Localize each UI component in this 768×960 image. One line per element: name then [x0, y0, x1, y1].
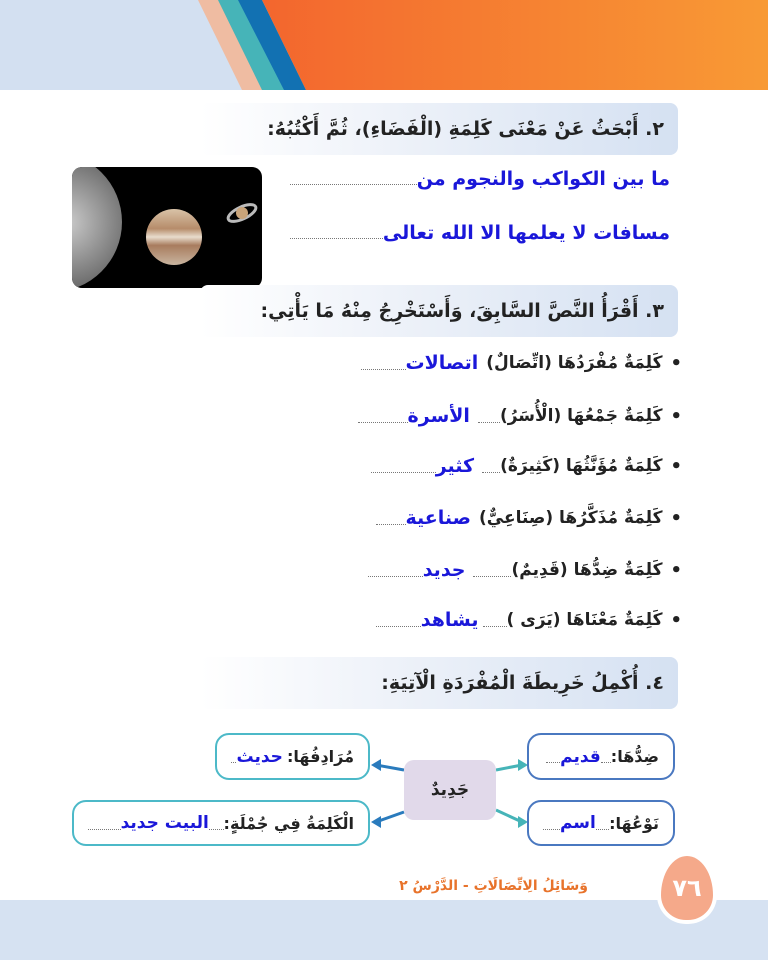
item-answer[interactable]: يشاهد: [420, 609, 479, 631]
footer-band: [0, 900, 768, 960]
box-answer: اسم: [559, 813, 596, 833]
item-answer[interactable]: جديد: [422, 559, 466, 581]
dotted-line: [543, 829, 560, 830]
box-answer: قديم: [560, 746, 601, 767]
question-4-title: ٤. أُكْمِلُ خَرِيطَةَ الْمُفْرَدَةِ الْآتِيَةِ:: [381, 672, 664, 694]
box-answer: البيت جديد: [120, 813, 209, 833]
sentence-box[interactable]: [72, 800, 370, 846]
item-answer[interactable]: صناعية: [405, 507, 472, 529]
lesson-title: [399, 878, 588, 894]
box-answer: حديث: [236, 746, 283, 767]
bullet-icon: •: [670, 405, 682, 427]
item-answer[interactable]: الأسرة: [407, 405, 470, 427]
item-prompt: كَلِمَةٌ مُؤَنَّثُهَا (كَثِيرَةٌ): [500, 456, 663, 476]
type-box[interactable]: [527, 800, 675, 846]
bullet-icon: •: [670, 559, 682, 581]
item-answer[interactable]: اتصالات: [405, 352, 479, 374]
bullet-icon: •: [670, 507, 682, 529]
answer-text: مسافات لا يعلمها الا الله تعالى: [382, 222, 670, 244]
item-prompt: كَلِمَةٌ جَمْعُهَا (الْأُسَرُ): [499, 406, 663, 426]
lesson-title-text: وَسَائِلُ الِاتِّصَالَاتِ - الدَّرْسُ ٢: [399, 878, 588, 894]
dotted-line: [596, 829, 609, 830]
dotted-line: [546, 762, 560, 763]
item-prompt: كَلِمَةٌ مُذَكَّرُهَا (صِنَاعِيٌّ): [479, 508, 663, 528]
item-answer[interactable]: كثير: [435, 455, 475, 477]
dotted-line: [209, 829, 224, 830]
box-label: الْكَلِمَةُ فِي جُمْلَةٍ:: [223, 813, 354, 833]
box-label: ضِدُّهَا:: [610, 747, 659, 766]
box-label: نَوْعُهَا:: [609, 813, 659, 833]
page-number-text: ٧٦: [672, 874, 702, 902]
question-3-title: ٣. أَقْرَأُ النَّصَّ السَّابِقَ، وَأَسْتَخْرِجُ مِنْهُ مَا يَأْتِي:: [260, 300, 664, 322]
opposite-box[interactable]: [527, 733, 675, 780]
synonym-box[interactable]: [215, 733, 370, 780]
item-prompt: كَلِمَةٌ مُفْرَدُهَا (اتِّصَالٌ): [486, 353, 663, 373]
question-2-title: ٢. أَبْحَثُ عَنْ مَعْنَى كَلِمَةِ (الْفَضَاءِ)، ثُمَّ أَكْتُبُهُ:: [267, 118, 664, 140]
center-word-text: جَدِيدٌ: [430, 780, 470, 800]
dotted-line: [231, 762, 236, 763]
bullet-icon: •: [670, 609, 682, 631]
item-prompt: كَلِمَةٌ ضِدُّهَا (قَدِيمٌ): [511, 560, 663, 580]
box-label: مُرَادِفُهَا:: [287, 747, 354, 766]
item-prompt: كَلِمَةٌ مَعْنَاهَا (يَرَى ): [506, 610, 663, 630]
bullet-icon: •: [670, 455, 682, 477]
dotted-line: [601, 762, 611, 763]
bullet-icon: •: [670, 352, 682, 374]
dotted-line: [88, 829, 121, 830]
center-word: [404, 760, 496, 820]
answer-text: ما بين الكواكب والنجوم من: [416, 168, 670, 190]
